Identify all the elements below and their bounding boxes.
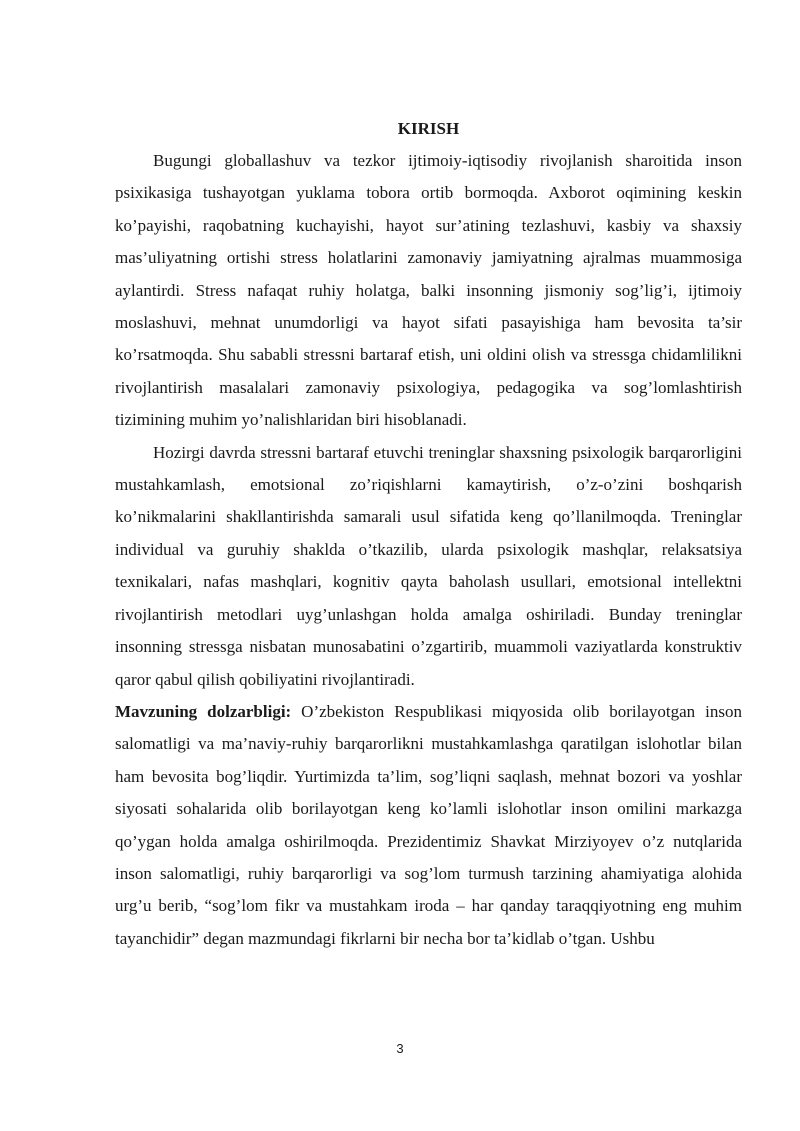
relevance-paragraph: [115, 696, 742, 955]
relevance-label: Mavzuning dolzarbligi:: [115, 701, 292, 721]
document-page: [115, 113, 742, 955]
page-number: 3: [396, 1041, 404, 1056]
section-title: KIRISH: [397, 119, 460, 138]
relevance-text: O’zbekiston Respublikasi miqyosida olib borilayotgan inson salomatligi va ma’naviy-ruhiy barqarorlikni mustahkamlashga qaratilgan islohotlar bilan ham bevosita bog’liqdir. Yurtimizda ta’lim, sog’liqni saqlash, mehnat bozori va yoshlar siyosati sohalarida olib borilayotgan keng ko’lamli islohotlar inson omilini markazga qo’ygan holda amalga oshirilmoqda. Prezidentimiz Shavkat Mirziyoyev o’z nutqlarida inson salomatligi, ruhiy barqarorligi va sog’lom turmush tarzining ahamiyatiga alohida urg’u berib, “sog’lom fikr va mustahkam iroda – har qanday taraqqiyotning eng muhim tayanchidir” degan mazmundagi fikrlarni bir necha bor ta’kidlab o’tgan. Ushbu: [115, 701, 742, 948]
intro-paragraph-1: Bugungi globallashuv va tezkor ijtimoiy-iqtisodiy rivojlanish sharoitida inson psixikasiga tushayotgan yuklama tobora ortib bormoqda. Axborot oqimining keskin ko’payishi, raqobatning kuchayishi, hayot sur’atining tezlashuvi, kasbiy va shaxsiy mas’uliyatning ortishi stress holatlarini zamonaviy jamiyatning ajralmas muammosiga aylantirdi. Stress nafaqat ruhiy holatga, balki insonning jismoniy sog’lig’i, ijtimoiy moslashuvi, mehnat unumdorligi va hayot sifati pasayishiga ham bevosita ta’sir ko’rsatmoqda. Shu sababli stressni bartaraf etish, uni oldini olish va stressga chidamlilikni rivojlantirish masalalari zamonaviy psixologiya, pedagogika va sog’lomlashtirish tizimining muhim yo’nalishlaridan biri hisoblanadi.: [115, 151, 742, 430]
intro-paragraph-2: Hozirgi davrda stressni bartaraf etuvchi treninglar shaxsning psixologik barqarorligini mustahkamlash, emotsional zo’riqishlarni kamaytirish, o’z-o’zini boshqarish ko’nikmalarini shakllantirishda samarali usul sifatida keng qo’llanilmoqda. Treninglar individual va guruhiy shaklda o’tkazilib, ularda psixologik mashqlar, relaksatsiya texnikalari, nafas mashqlari, kognitiv qayta baholash usullari, emotsional intellektni rivojlantirish metodlari uyg’unlashgan holda amalga oshiriladi. Bunday treninglar insonning stressga nisbatan munosabatini o’zgartirib, muammoli vaziyatlarda konstruktiv qaror qabul qilish qobiliyatini rivojlantiradi.: [115, 442, 742, 689]
